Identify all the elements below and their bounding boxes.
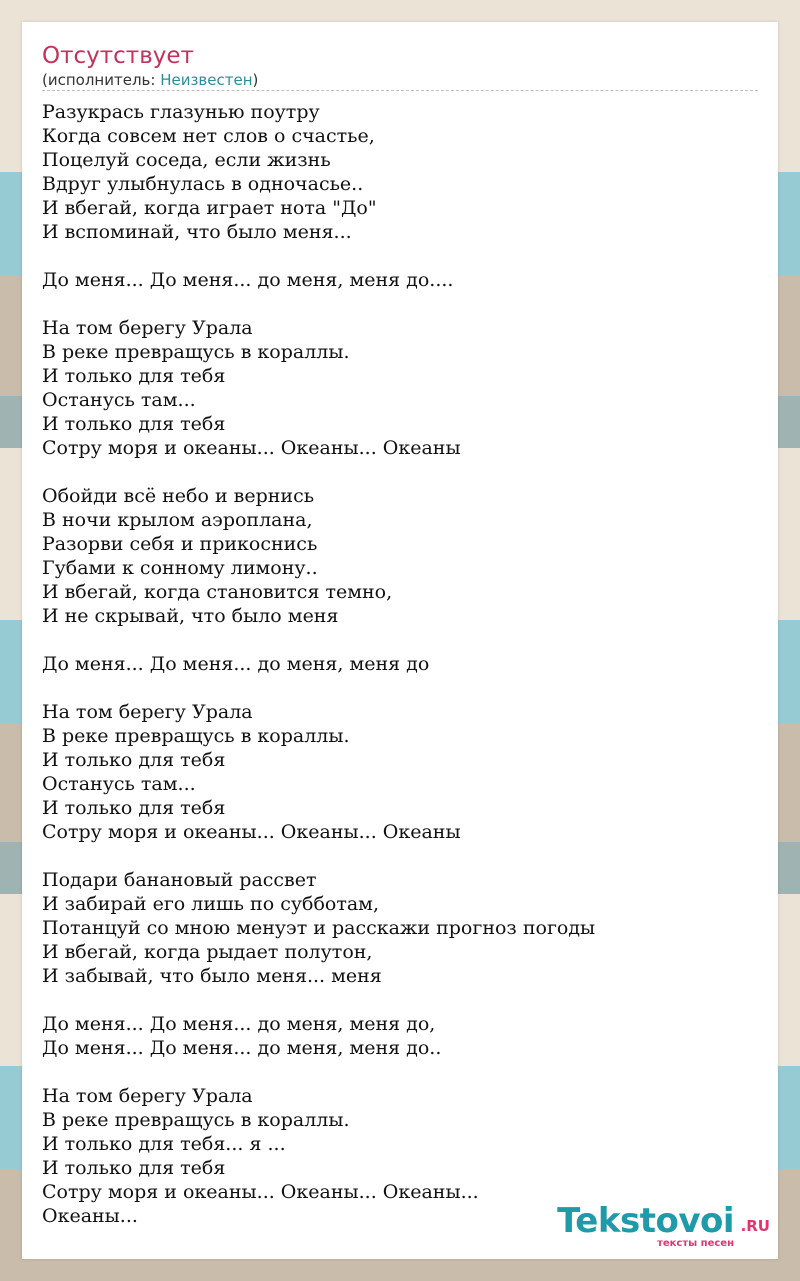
artist-prefix: (исполнитель: [42,71,161,89]
lyrics-text: Разукрась глазунью поутру Когда совсем нет слов о счастье, Поцелуй соседа, если жизнь Вдруг улыбнулась в одночасье.. И вбегай, когда играет нота "До" И вспоминай, что было меня... До меня... До меня... до меня, меня до.... На том берегу Урала В реке превращусь в кораллы. И только для тебя Останусь там... И только для тебя Сотру моря и океаны... Океаны... Океаны Обойди всё небо и вернись В ночи крылом аэроплана, Разорви себя и прикоснись Губами к сонному лимону.. И вбегай, когда становится темно, И не скрывай, что было меня До меня... До меня... до меня, меня до На том берегу Урала В реке превращусь в кораллы. И только для тебя Останусь там... И только для тебя Сотру моря и океаны... Океаны... Океаны Подари банановый рассвет И забирай его лишь по субботам, Потанцуй со мною менуэт и расскажи прогноз погоды И вбегай, когда рыдает полутон, И забывай, что было меня... меня До меня... До меня... до меня, меня до, До меня... До меня... до меня, меня до.. На том берегу Урала В реке превращусь в кораллы. И только для тебя... я ... И только для тебя Сотру моря и океаны... Океаны... Океаны... Океаны... [42,101,596,1227]
lyrics-card [22,22,778,1259]
logo-tld: .RU [740,1217,770,1235]
logo-wordmark: Tekstovoi [557,1201,734,1241]
logo-tagline: тексты песен [657,1238,734,1249]
artist-suffix: ) [252,71,259,89]
artist-link[interactable]: Неизвестен [160,71,253,89]
artist-line [42,70,258,90]
song-title: Отсутствует [42,43,194,69]
title-divider [42,90,758,91]
site-logo[interactable] [557,1201,770,1251]
